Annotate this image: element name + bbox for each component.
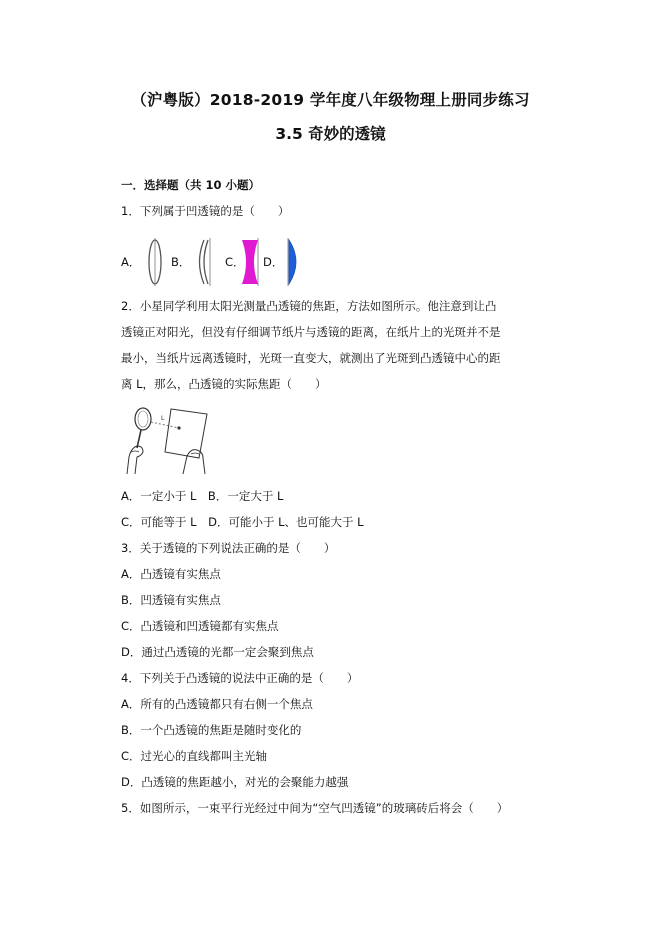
option-a-label: A． [121,255,141,269]
option-c-label: C． [225,255,245,269]
question-3-option-b: B．凹透镜有实焦点 [121,593,221,607]
biconvex-lens-icon [147,237,163,287]
question-1-options [121,237,321,287]
question-3-stem: 3．关于透镜的下列说法正确的是（ ） [121,541,336,555]
question-4-option-d: D．凸透镜的焦距越小，对光的会聚能力越强 [121,775,349,789]
question-4-stem: 4．下列关于凸透镜的说法中正确的是（ ） [121,671,359,685]
question-3-option-c: C．凸透镜和凹透镜都有实焦点 [121,619,279,633]
question-2-line-1: 2．小星同学利用太阳光测量凸透镜的焦距，方法如图所示。他注意到让凸 [121,299,497,313]
question-2-options-line-1: A．一定小于 L B．一定大于 L [121,489,284,503]
distance-label: L [161,415,165,422]
question-4-option-a: A．所有的凸透镜都只有右侧一个焦点 [121,697,313,711]
option-b-label: B． [171,255,191,269]
document-subtitle: 3.5 奇妙的透镜 [275,125,386,143]
document-title: （沪粤版）2018-2019 学年度八年级物理上册同步练习 [131,91,530,109]
meniscus-lens-icon [193,237,213,287]
question-5-stem: 5．如图所示，一束平行光经过中间为“空气凹透镜”的玻璃砖后将会（ ） [121,801,509,815]
question-2-line-4: 离 L，那么，凸透镜的实际焦距（ ） [121,377,327,391]
question-4-option-b: B．一个凸透镜的焦距是随时变化的 [121,723,302,737]
question-2-line-3: 最小，当纸片远离透镜时，光斑一直变大，就测出了光斑到凸透镜中心的距 [121,351,501,365]
plano-convex-lens-icon [283,237,305,287]
option-d-label: D． [263,255,284,269]
question-4-option-c: C．过光心的直线都叫主光轴 [121,749,268,763]
question-2-line-2: 透镜正对阳光，但没有仔细调节纸片与透镜的距离，在纸片上的光斑并不是 [121,325,501,339]
question-3-option-a: A．凸透镜有实焦点 [121,567,221,581]
question-3-option-d: D．通过凸透镜的光都一定会聚到焦点 [121,645,314,659]
question-2-options-line-2: C．可能等于 L D．可能小于 L、也可能大于 L [121,515,364,529]
section-heading: 一．选择题（共 10 小题） [121,178,261,192]
divider-line [255,237,261,287]
question-1-stem: 1．下列属于凹透镜的是（ ） [121,204,290,218]
magnifier-paper-figure [121,402,211,474]
